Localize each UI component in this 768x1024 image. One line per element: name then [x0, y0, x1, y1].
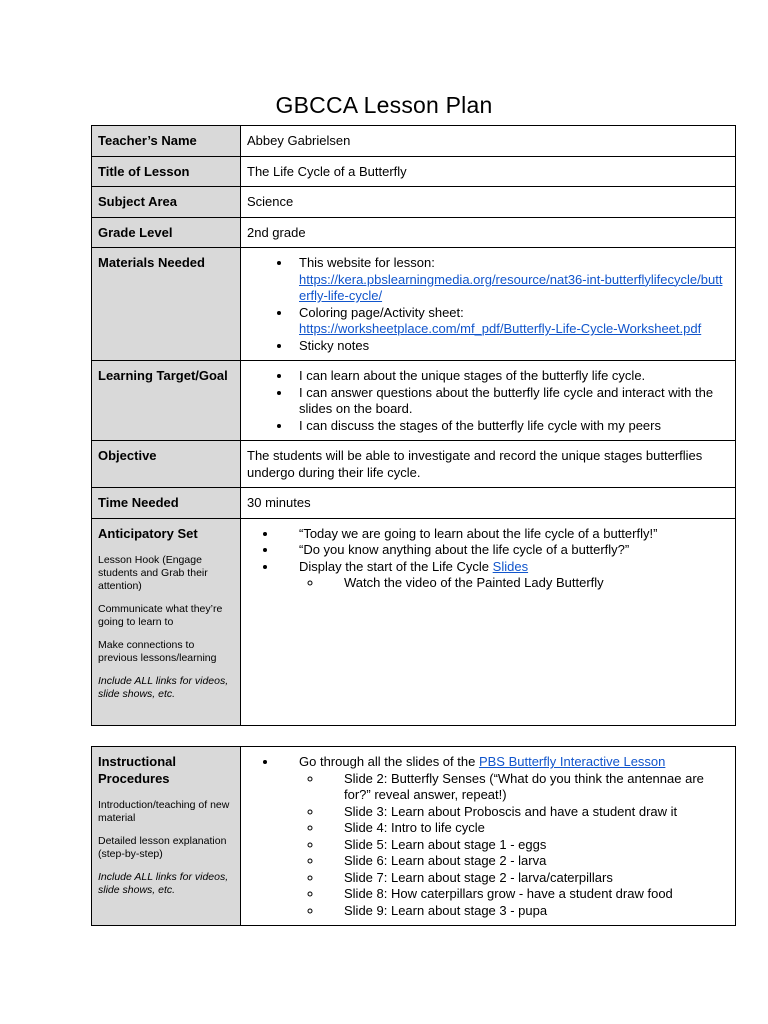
list-item: ◦ Slide 7: Learn about stage 2 - larva/caterpillars — [323, 870, 729, 887]
row-lesson-title — [92, 156, 736, 187]
worksheet-link[interactable]: https://worksheetplace.com/mf_pdf/Butterfly-Life-Cycle-Worksheet.pdf — [299, 321, 702, 336]
instructional-note-links: Include ALL links for videos, slide shows, etc. — [98, 871, 229, 896]
row-objective — [92, 441, 736, 488]
anticipatory-note-communicate: Communicate what they’re going to learn to — [98, 603, 223, 628]
row-anticipatory-set — [92, 518, 736, 725]
value-anticipatory-set — [241, 518, 736, 725]
label-instructional-procedures — [92, 747, 241, 926]
label-grade-level: Grade Level — [92, 217, 241, 248]
label-time-needed: Time Needed — [92, 488, 241, 519]
instructional-procedures-table — [91, 746, 736, 926]
display-slides-text: Display the start of the Life Cycle — [299, 558, 493, 574]
label-anticipatory-set — [92, 518, 241, 725]
list-item: ◦ Slide 4: Intro to life cycle — [323, 820, 729, 837]
list-item — [292, 255, 729, 305]
value-teacher-name: Abbey Gabrielsen — [241, 126, 736, 157]
materials-website-text: This website for lesson: — [299, 255, 435, 270]
go-through-slides-text: Go through all the slides of the — [299, 754, 479, 769]
value-time-needed: 30 minutes — [241, 488, 736, 519]
list-item: ◦ Slide 3: Learn about Proboscis and have a student draw it — [323, 804, 729, 821]
value-instructional-procedures — [241, 747, 736, 926]
row-time-needed — [92, 488, 736, 519]
list-item: ◦ Watch the video of the Painted Lady Butterfly — [323, 575, 729, 592]
value-materials — [241, 248, 736, 361]
row-grade-level — [92, 217, 736, 248]
materials-sticky-notes: Sticky notes — [299, 337, 370, 353]
label-objective: Objective — [92, 441, 241, 488]
lesson-plan-table — [91, 125, 736, 726]
slides-link[interactable]: Slides — [492, 558, 529, 574]
value-subject-area: Science — [241, 187, 736, 218]
label-materials: Materials Needed — [92, 248, 241, 361]
anticipatory-note-links: Include ALL links for videos, slide shows, etc. — [98, 675, 229, 700]
learning-target-list — [247, 368, 729, 434]
list-item: • “Do you know anything about the life cycle of a butterfly?” — [278, 542, 729, 559]
value-learning-target — [241, 361, 736, 441]
value-grade-level: 2nd grade — [241, 217, 736, 248]
anticipatory-note-hook: Lesson Hook (Engage students and Grab their attention) — [98, 554, 208, 592]
row-learning-target — [92, 361, 736, 441]
website-link[interactable]: https://kera.pbslearningmedia.org/resource/nat36-int-butterflylifecycle/butterfly-life-cycle/ — [299, 271, 723, 303]
row-materials — [92, 248, 736, 361]
row-instructional-procedures — [92, 747, 736, 926]
list-item — [278, 754, 729, 919]
row-subject-area — [92, 187, 736, 218]
anticipatory-set-heading: Anticipatory Set — [98, 525, 198, 541]
page-title: GBCCA Lesson Plan — [275, 92, 493, 118]
label-learning-target: Learning Target/Goal — [92, 361, 241, 441]
anticipatory-note-connections: Make connections to previous lessons/learning — [98, 639, 217, 664]
label-subject-area: Subject Area — [92, 187, 241, 218]
list-item: • I can learn about the unique stages of the butterfly life cycle. — [292, 368, 729, 385]
row-teacher-name — [92, 126, 736, 157]
list-item: ◦ Slide 6: Learn about stage 2 - larva — [323, 853, 729, 870]
slides-sublist — [299, 771, 729, 920]
list-item — [292, 338, 729, 355]
instructional-note-detailed: Detailed lesson explanation (step-by-step) — [98, 835, 227, 860]
list-item: ◦ Slide 2: Butterfly Senses (“What do you think the antennae are for?” reveal answer, repeat!) — [323, 771, 729, 804]
instructional-note-intro: Introduction/teaching of new material — [98, 799, 230, 824]
list-item — [292, 305, 729, 338]
materials-worksheet-text: Coloring page/Activity sheet: — [299, 304, 464, 320]
list-item — [278, 559, 729, 592]
instructional-procedures-heading: Instructional Procedures — [98, 754, 177, 786]
list-item: ◦ Slide 9: Learn about stage 3 - pupa — [323, 903, 729, 920]
value-lesson-title: The Life Cycle of a Butterfly — [241, 156, 736, 187]
instructional-list — [247, 754, 729, 919]
list-item: • I can answer questions about the butterfly life cycle and interact with the slides on the board. — [292, 385, 729, 418]
anticipatory-sublist — [299, 575, 729, 592]
list-item: • I can discuss the stages of the butterfly life cycle with my peers — [292, 418, 729, 435]
anticipatory-list — [247, 526, 729, 592]
value-objective: The students will be able to investigate and record the unique stages butterflies undergo during their life cycle. — [241, 441, 736, 488]
list-item: • “Today we are going to learn about the life cycle of a butterfly!” — [278, 526, 729, 543]
list-item: ◦ Slide 8: How caterpillars grow - have a student draw food — [323, 886, 729, 903]
label-teacher-name: Teacher’s Name — [92, 126, 241, 157]
list-item: ◦ Slide 5: Learn about stage 1 - eggs — [323, 837, 729, 854]
pbs-lesson-link[interactable]: PBS Butterfly Interactive Lesson — [478, 754, 666, 769]
label-lesson-title: Title of Lesson — [92, 156, 241, 187]
materials-list — [247, 255, 729, 354]
